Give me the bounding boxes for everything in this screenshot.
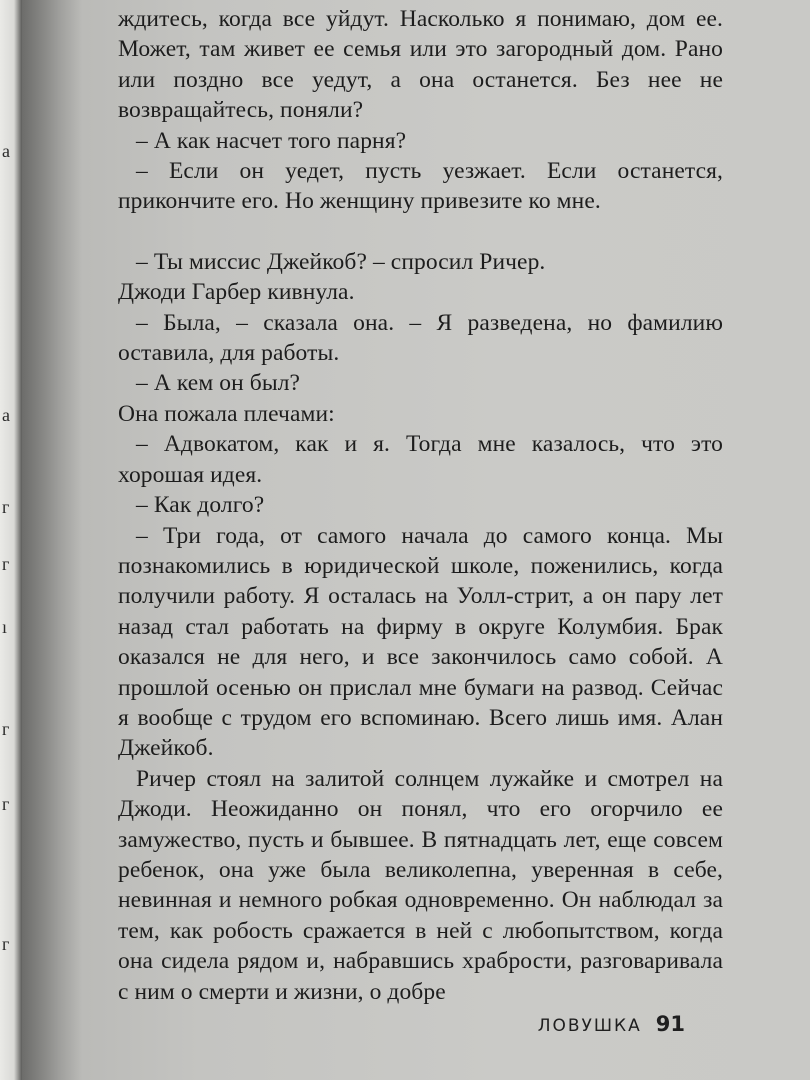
facing-page-fragment: г <box>2 794 10 814</box>
paragraph: Она пожала плечами: <box>118 400 335 427</box>
paragraph: ждитесь, когда все уйдут. Насколько я понимаю, дом ее. Может, там живет ее семья или это загородный дом. Рано или поздно все уедут, а она останется. Без нее не возвращайтесь, поняли? <box>118 6 723 124</box>
facing-page-fragment: a <box>2 405 10 425</box>
facing-page-fragment: ı <box>2 617 8 637</box>
binding-shadow <box>22 0 82 1080</box>
facing-page-edge <box>0 0 22 1080</box>
paragraph: – Если он уедет, пусть уезжает. Если останется, прикончите его. Но женщину привезите ко мне. <box>118 158 723 215</box>
paragraph: Ричер стоял на залитой солнцем лужайке и смотрел на Джоди. Неожиданно он понял, что его огорчило ее замужество, пусть и бывшее. В пятнадцать лет, еще совсем ребенок, она уже была великолепна, уверенная в себе, невинная и немного робкая одновременно. Он наблюдал за тем, как робость сражается в ней с любопытством, когда она сидела рядом и, набравшись храбрости, разговаривала с ним о смерти и жизни, о добре <box>118 765 723 1005</box>
facing-page-fragment: г <box>2 719 10 739</box>
paragraph: – А кем он был? <box>136 370 301 397</box>
paragraph: – Адвокатом, как и я. Тогда мне казалось, что это хорошая идея. <box>118 431 723 488</box>
section-break <box>118 217 723 247</box>
paragraph: Джоди Гарбер кивнула. <box>118 279 355 306</box>
body-text <box>118 4 723 1007</box>
paragraph: – Ты миссис Джейкоб? – спросил Ричер. <box>136 248 546 275</box>
paragraph: – Как долго? <box>136 492 265 519</box>
paragraph: – А как насчет того парня? <box>136 127 407 154</box>
facing-page-fragment: a <box>2 141 10 161</box>
book-page <box>78 0 810 1080</box>
facing-page-fragment: г <box>2 554 10 574</box>
facing-page-fragment: г <box>2 934 10 954</box>
page-footer <box>538 1012 685 1036</box>
paragraph: – Три года, от самого начала до самого конца. Мы познакомились в юридической школе, поженились, когда получили работу. Я осталась на Уолл-стрит, а он пару лет назад стал работать на фирму в округе Колумбия. Брак оказался не для него, и все закончилось само собой. А прошлой осенью он прислал мне бумаги на развод. Сейчас я вообще с трудом его вспоминаю. Всего лишь имя. Алан Джейкоб. <box>118 522 723 762</box>
paragraph: – Была, – сказала она. – Я разведена, но фамилию оставила, для работы. <box>118 309 723 367</box>
running-title: ЛОВУШКА <box>537 1016 642 1036</box>
facing-page-fragment: г <box>2 497 10 517</box>
page-number: 91 <box>655 1012 685 1036</box>
